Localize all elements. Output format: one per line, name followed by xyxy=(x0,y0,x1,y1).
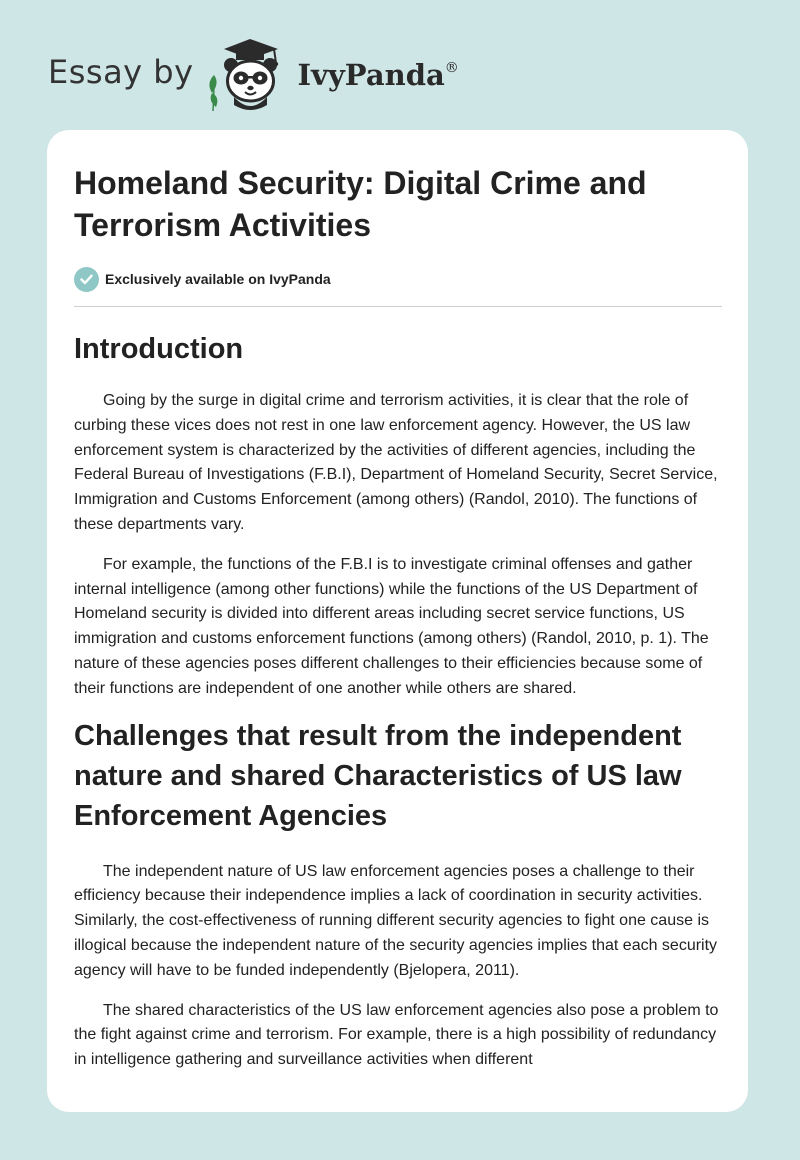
exclusive-label: Exclusively available on IvyPanda xyxy=(105,271,331,287)
registered-mark: ® xyxy=(444,60,459,76)
essay-by-label: Essay by xyxy=(48,53,194,91)
paragraph: The shared characteristics of the US law enforcement agencies also pose a problem to the fight against crime and terrorism. For example, there is a high possibility of redundancy in intelligence gathering and surveillance activities when different xyxy=(74,1001,719,1069)
paragraph: For example, the functions of the F.B.I is to investigate criminal offenses and gather internal intelligence (among other functions) while the functions of the US Department of Homeland security is divided into different areas including secret service functions, US immigration and customs enforcement functions (among others) (Randol, 2010, p. 1). The nature of these agencies poses different challenges to their efficiencies because some of their functions are independent of one another while others are shared. xyxy=(74,555,709,697)
site-header xyxy=(48,34,748,114)
exclusive-badge xyxy=(74,266,722,292)
paragraph: Going by the surge in digital crime and terrorism activities, it is clear that the role of curbing these vices does not rest in one law enforcement agency. However, the US law enforcement system is characterized by the activities of different agencies, including the Federal Bureau of Investigations (F.B.I), Department of Homeland Security, Secret Service, Immigration and Customs Enforcement (among others) (Randol, 2010). The functions of these departments vary. xyxy=(74,392,718,533)
paragraph: The independent nature of US law enforcement agencies poses a challenge to their efficiency because their independence implies a lack of coordination in security activities. Similarly, the cost-effectiveness of running different security agencies to fight one cause is illogical because the independent nature of the security agencies implies that each security agency will have to be funded independently (Bjelopera, 2011). xyxy=(74,862,718,979)
brand-text: IvyPanda xyxy=(297,58,445,92)
essay-card xyxy=(47,130,748,1112)
section-heading-introduction: Introduction xyxy=(74,333,244,365)
brand-name[interactable] xyxy=(298,58,459,92)
section-heading-challenges: Challenges that result from the independent nature and shared Characteristics of US law Enforcement Agencies xyxy=(74,719,682,832)
ivypanda-logo-icon[interactable] xyxy=(204,35,296,113)
essay-title: Homeland Security: Digital Crime and Terrorism Activities xyxy=(74,165,647,243)
divider xyxy=(74,306,722,307)
checkmark-icon xyxy=(74,267,99,292)
